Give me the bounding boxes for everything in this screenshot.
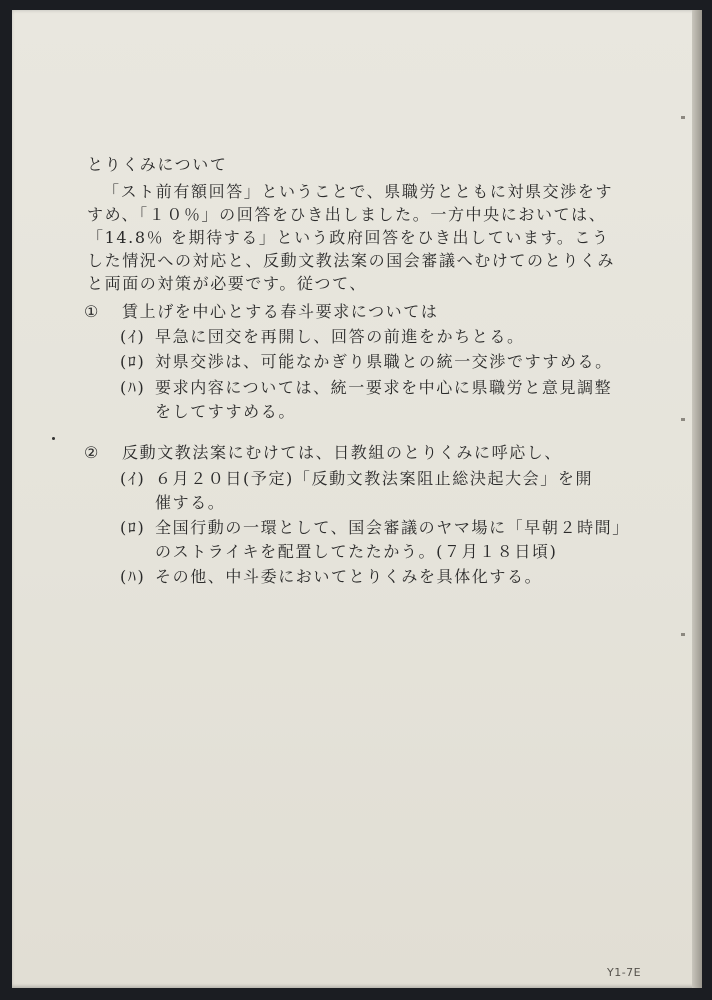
item1-sub-label: (ｲ) — [120, 327, 146, 346]
item1-number: ① — [84, 302, 100, 321]
item1-sub-text: をしてすすめる。 — [155, 402, 296, 421]
item1-title: 賃上げを中心とする春斗要求については — [122, 302, 439, 321]
item2-sub-label: (ﾊ) — [120, 567, 146, 586]
paper-mark — [681, 116, 685, 119]
item2-sub-text: 催する。 — [155, 493, 226, 512]
item1-sub-text: 対県交渉は、可能なかぎり県職との統一交渉ですすめる。 — [155, 352, 613, 371]
paper-edge — [692, 10, 702, 988]
item2-sub-text: その他、中斗委においてとりくみを具体化する。 — [155, 567, 543, 586]
item2-sub-text: ６月２０日(予定)「反動文教法案阻止総決起大会」を開 — [155, 469, 594, 488]
intro-paragraph — [87, 180, 615, 295]
intro-line: と両面の対策が必要です。従つて、 — [87, 274, 368, 293]
item2-sub-text: 全国行動の一環として、国会審議のヤマ場に「早朝２時間」 — [155, 518, 630, 537]
paper-mark — [681, 418, 685, 421]
item1-sub-label: (ﾛ) — [120, 352, 146, 371]
intro-line: 「14.8％ を期待する」という政府回答をひき出しています。こう — [87, 228, 610, 247]
intro-line: すめ、「１０％」の回答をひき出しました。一方中央においては、 — [87, 205, 607, 224]
item1-sub-text: 要求内容については、統一要求を中心に県職労と意見調整 — [155, 378, 613, 397]
item2-title: 反動文教法案にむけては、日教組のとりくみに呼応し、 — [122, 443, 563, 462]
document-heading: とりくみについて — [87, 155, 228, 174]
item2-number: ② — [84, 443, 100, 462]
intro-line: 「スト前有額回答」ということで、県職労とともに対県交渉をす — [103, 182, 614, 201]
ink-dot — [52, 437, 55, 440]
paper-mark — [681, 633, 685, 636]
item2-sub-text: のストライキを配置してたたかう。(７月１８日頃) — [155, 542, 558, 561]
item2-sub-label: (ｲ) — [120, 469, 146, 488]
intro-line: した情況への対応と、反動文教法案の国会審議へむけてのとりくみ — [87, 251, 616, 270]
item1-sub-label: (ﾊ) — [120, 378, 146, 397]
archive-stamp: Y1-7E — [607, 966, 642, 979]
item1-sub-text: 早急に団交を再開し、回答の前進をかちとる。 — [155, 327, 525, 346]
item2-sub-label: (ﾛ) — [120, 518, 146, 537]
